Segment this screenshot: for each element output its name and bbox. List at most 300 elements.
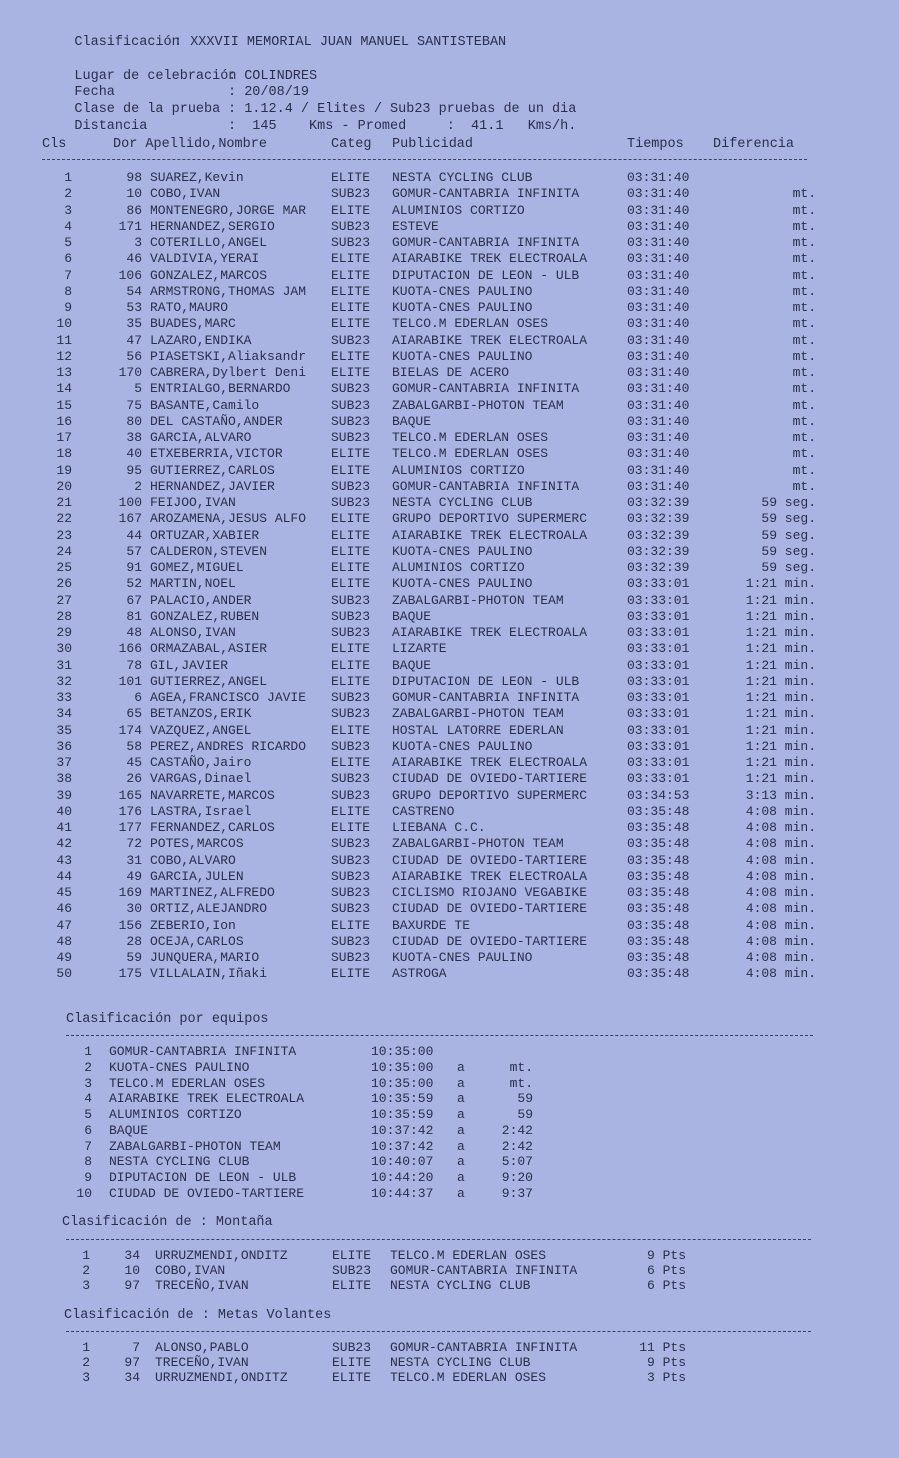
result-row xyxy=(0,723,899,739)
finish-time: 03:35:48 xyxy=(627,950,690,965)
category: ELITE xyxy=(331,803,371,819)
rider-name: CABRERA,Dylbert Deni xyxy=(150,365,307,380)
time-gap: mt. xyxy=(792,397,816,413)
bib-number: 106 xyxy=(118,267,142,283)
finish-time: 03:33:01 xyxy=(627,608,690,624)
rider-name: ALONSO,PABLO xyxy=(155,1340,249,1355)
finish-time: 03:33:01 xyxy=(627,625,690,640)
result-row xyxy=(0,804,899,820)
bib-number: 34 xyxy=(124,1248,140,1263)
category: SUB23 xyxy=(331,478,371,494)
time-gap: mt. xyxy=(792,430,816,445)
time-gap: mt. xyxy=(792,365,816,380)
montana-title: Clasificación de : Montaña xyxy=(62,1215,273,1230)
header-divider xyxy=(42,159,807,160)
rank: 47 xyxy=(56,917,72,933)
bib-number: 44 xyxy=(126,527,142,543)
team-name: NESTA CYCLING CLUB xyxy=(109,1154,250,1170)
finish-time: 03:31:40 xyxy=(627,397,690,413)
finish-time: 03:33:01 xyxy=(627,771,690,787)
category: SUB23 xyxy=(331,381,371,397)
result-row xyxy=(0,219,899,235)
time-gap: mt. xyxy=(792,235,816,250)
distancia-label: Distancia xyxy=(74,119,148,134)
bib-number: 174 xyxy=(118,722,142,738)
team-time: 10:35:59 xyxy=(371,1091,434,1107)
finish-time: 03:35:48 xyxy=(627,820,690,835)
result-row xyxy=(0,641,899,657)
team-name: BAQUE xyxy=(392,608,432,624)
time-gap: mt. xyxy=(792,332,816,348)
rider-name: ORTIZ,ALEJANDRO xyxy=(150,901,268,917)
finish-time: 03:31:40 xyxy=(627,381,690,397)
time-gap: mt. xyxy=(792,267,816,283)
team-name: ZABALGARBI-PHOTON TEAM xyxy=(109,1138,281,1154)
finish-time: 03:31:40 xyxy=(627,332,690,348)
team-name: BIELAS DE ACERO xyxy=(392,365,510,380)
rank: 23 xyxy=(56,527,72,543)
team-name: KUOTA-CNES PAULINO xyxy=(392,950,533,965)
bib-number: 175 xyxy=(118,966,142,982)
finish-time: 03:32:39 xyxy=(627,495,690,510)
rank: 29 xyxy=(56,625,72,640)
rider-name: POTES,MARCOS xyxy=(150,836,244,852)
result-row xyxy=(0,365,899,381)
result-row xyxy=(0,869,899,885)
category: SUB23 xyxy=(331,218,371,234)
bib-number: 156 xyxy=(118,917,142,933)
time-gap: 1:21 min. xyxy=(745,608,816,624)
category: ELITE xyxy=(331,641,371,657)
result-row xyxy=(0,739,899,755)
team-name: GRUPO DEPORTIVO SUPERMERC xyxy=(392,511,588,527)
bib-number: 75 xyxy=(126,397,142,413)
rider-name: LAZARO,ENDIKA xyxy=(150,332,252,348)
finish-time: 03:31:40 xyxy=(627,446,690,462)
team-rank: 3 xyxy=(84,1075,92,1091)
rank: 3 xyxy=(64,202,72,218)
finish-time: 03:35:48 xyxy=(627,933,690,949)
rank: 2 xyxy=(82,1263,90,1278)
team-gap: 59 xyxy=(517,1091,533,1107)
team-name: GOMUR-CANTABRIA INFINITA xyxy=(392,381,580,397)
team-name: AIARABIKE TREK ELECTROALA xyxy=(392,755,588,770)
time-gap: 1:21 min. xyxy=(745,722,816,738)
team-name: AIARABIKE TREK ELECTROALA xyxy=(392,251,588,267)
team-rank: 10 xyxy=(76,1185,92,1201)
bib-number: 81 xyxy=(126,608,142,624)
rank: 1 xyxy=(82,1248,90,1263)
rider-name: GARCIA,JULEN xyxy=(150,868,244,884)
team-rank: 6 xyxy=(84,1122,92,1138)
time-gap: 1:21 min. xyxy=(745,771,816,787)
team-name: NESTA CYCLING CLUB xyxy=(390,1278,531,1293)
team-name: NESTA CYCLING CLUB xyxy=(392,170,533,185)
col-dor-nombre: Dor Apellido,Nombre xyxy=(113,137,267,152)
bib-number: 170 xyxy=(118,365,142,380)
rank: 49 xyxy=(56,950,72,965)
finish-time: 03:34:53 xyxy=(627,787,690,803)
time-gap: 4:08 min. xyxy=(745,933,816,949)
rider-name: GUTIERREZ,ANGEL xyxy=(150,673,268,689)
rider-name: GOMEZ,MIGUEL xyxy=(150,560,244,575)
team-a: a xyxy=(457,1059,465,1075)
time-gap: 1:21 min. xyxy=(745,706,816,722)
team-name: GOMUR-CANTABRIA INFINITA xyxy=(392,235,580,250)
rider-name: ORMAZABAL,ASIER xyxy=(150,641,268,657)
team-name: AIARABIKE TREK ELECTROALA xyxy=(392,625,588,640)
team-name: GOMUR-CANTABRIA INFINITA xyxy=(390,1263,578,1278)
team-name: KUOTA-CNES PAULINO xyxy=(392,576,533,592)
finish-time: 03:35:48 xyxy=(627,901,690,917)
finish-time: 03:31:40 xyxy=(627,300,690,315)
team-gap: 5:07 xyxy=(501,1154,533,1170)
team-row xyxy=(0,1186,899,1202)
rider-name: COBO,ALVARO xyxy=(150,852,236,868)
team-name: GOMUR-CANTABRIA INFINITA xyxy=(390,1340,578,1355)
team-name: BAQUE xyxy=(392,413,432,429)
rank: 12 xyxy=(56,348,72,364)
rider-name: RATO,MAURO xyxy=(150,300,229,315)
rank: 30 xyxy=(56,641,72,657)
category: ELITE xyxy=(331,251,371,267)
rank: 4 xyxy=(64,218,72,234)
rider-name: FERNANDEZ,CARLOS xyxy=(150,820,275,835)
metas-divider xyxy=(66,1331,811,1332)
category: ELITE xyxy=(331,576,371,592)
time-gap: mt. xyxy=(792,462,816,478)
rank: 48 xyxy=(56,933,72,949)
rider-name: GARCIA,ALVARO xyxy=(150,430,252,445)
time-gap: 1:21 min. xyxy=(745,657,816,673)
rank: 24 xyxy=(56,543,72,559)
rank: 16 xyxy=(56,413,72,429)
bib-number: 72 xyxy=(126,836,142,852)
time-gap: 59 seg. xyxy=(761,560,816,575)
team-row xyxy=(0,1044,899,1060)
points: 6 Pts xyxy=(646,1278,686,1293)
finish-time: 03:31:40 xyxy=(627,267,690,283)
rank: 11 xyxy=(56,332,72,348)
points: 6 Pts xyxy=(646,1263,686,1278)
team-a: a xyxy=(457,1185,465,1201)
time-gap: 1:21 min. xyxy=(745,576,816,592)
finish-time: 03:35:48 xyxy=(627,803,690,819)
category: ELITE xyxy=(331,722,371,738)
bib-number: 48 xyxy=(126,625,142,640)
finish-time: 03:33:01 xyxy=(627,576,690,592)
category: SUB23 xyxy=(331,690,371,705)
finish-time: 03:31:40 xyxy=(627,413,690,429)
category: ELITE xyxy=(331,527,371,543)
team-name: KUOTA-CNES PAULINO xyxy=(392,283,533,299)
rider-name: AGEA,FRANCISCO JAVIE xyxy=(150,690,307,705)
time-gap: mt. xyxy=(792,413,816,429)
rider-name: GIL,JAVIER xyxy=(150,657,229,673)
finish-time: 03:33:01 xyxy=(627,722,690,738)
rider-name: SUAREZ,Kevin xyxy=(150,170,244,185)
team-row xyxy=(0,1091,899,1107)
points: 9 Pts xyxy=(646,1355,686,1370)
points: 9 Pts xyxy=(646,1248,686,1263)
rank: 33 xyxy=(56,690,72,705)
rider-name: AROZAMENA,JESUS ALFO xyxy=(150,511,307,527)
rider-name: PEREZ,ANDRES RICARDO xyxy=(150,738,307,754)
result-row xyxy=(0,788,899,804)
team-gap: 9:20 xyxy=(501,1170,533,1185)
result-row xyxy=(0,186,899,202)
finish-time: 03:31:40 xyxy=(627,462,690,478)
rank: 36 xyxy=(56,738,72,754)
rank: 43 xyxy=(56,852,72,868)
time-gap: 1:21 min. xyxy=(745,641,816,657)
team-name: CIUDAD DE OVIEDO-TARTIERE xyxy=(392,901,588,917)
result-row xyxy=(0,284,899,300)
time-gap: mt. xyxy=(792,251,816,267)
team-name: DIPUTACION DE LEON - ULB xyxy=(392,673,580,689)
team-name: KUOTA-CNES PAULINO xyxy=(392,543,533,559)
rank: 5 xyxy=(64,235,72,250)
category: ELITE xyxy=(331,170,371,185)
team-name: BAQUE xyxy=(109,1122,149,1138)
rider-name: ORTUZAR,XABIER xyxy=(150,527,260,543)
finish-time: 03:33:01 xyxy=(627,592,690,608)
team-name: CIUDAD DE OVIEDO-TARTIERE xyxy=(392,933,588,949)
bib-number: 3 xyxy=(134,235,142,250)
time-gap: 3:13 min. xyxy=(745,787,816,803)
rider-name: COBO,IVAN xyxy=(155,1263,226,1278)
finish-time: 03:35:48 xyxy=(627,917,690,933)
finish-time: 03:33:01 xyxy=(627,706,690,722)
team-name: ZABALGARBI-PHOTON TEAM xyxy=(392,592,564,608)
rank: 35 xyxy=(56,722,72,738)
team-a: a xyxy=(457,1091,465,1107)
team-name: ESTEVE xyxy=(392,218,439,234)
team-gap: 59 xyxy=(517,1107,533,1122)
category: SUB23 xyxy=(331,413,371,429)
team-name: TELCO.M EDERLAN OSES xyxy=(390,1370,547,1385)
team-name: CIUDAD DE OVIEDO-TARTIERE xyxy=(109,1185,305,1201)
team-gap: 2:42 xyxy=(501,1122,533,1138)
time-gap: mt. xyxy=(792,218,816,234)
points: 11 Pts xyxy=(639,1340,686,1355)
rank: 25 xyxy=(56,560,72,575)
finish-time: 03:31:40 xyxy=(627,283,690,299)
team-gap: 9:37 xyxy=(501,1185,533,1201)
team-row xyxy=(0,1076,899,1092)
time-gap: 4:08 min. xyxy=(745,901,816,917)
team-time: 10:37:42 xyxy=(371,1138,434,1154)
bib-number: 54 xyxy=(126,283,142,299)
bib-number: 57 xyxy=(126,543,142,559)
team-name: NESTA CYCLING CLUB xyxy=(390,1355,531,1370)
rider-name: OCEJA,CARLOS xyxy=(150,933,244,949)
result-row xyxy=(0,918,899,934)
team-a: a xyxy=(457,1107,465,1122)
rider-name: HERNANDEZ,SERGIO xyxy=(150,218,275,234)
metas-row xyxy=(0,1340,899,1356)
result-row xyxy=(0,446,899,462)
result-row xyxy=(0,609,899,625)
rider-name: URRUZMENDI,ONDITZ xyxy=(155,1248,288,1263)
result-row xyxy=(0,463,899,479)
rider-name: ENTRIALGO,BERNARDO xyxy=(150,381,291,397)
montana-row xyxy=(0,1263,899,1279)
result-row xyxy=(0,966,899,982)
rider-name: JUNQUERA,MARIO xyxy=(150,950,260,965)
clase-value: : 1.12.4 / Elites / Sub23 pruebas de un dia xyxy=(228,102,577,117)
rider-name: TRECEÑO,IVAN xyxy=(155,1355,249,1370)
finish-time: 03:31:40 xyxy=(627,316,690,332)
category: ELITE xyxy=(332,1355,372,1370)
bib-number: 101 xyxy=(118,673,142,689)
team-rank: 1 xyxy=(84,1044,92,1059)
distancia-value: : 145 Kms - Promed : 41.1 Kms/h. xyxy=(228,119,577,134)
team-name: TELCO.M EDERLAN OSES xyxy=(390,1248,547,1263)
team-name: GOMUR-CANTABRIA INFINITA xyxy=(392,478,580,494)
rank: 39 xyxy=(56,787,72,803)
team-row xyxy=(0,1154,899,1170)
result-row xyxy=(0,495,899,511)
result-row xyxy=(0,658,899,674)
team-a: a xyxy=(457,1122,465,1138)
rank: 9 xyxy=(64,300,72,315)
team-name: KUOTA-CNES PAULINO xyxy=(392,348,533,364)
time-gap: 59 seg. xyxy=(761,495,816,510)
rider-name: MARTIN,NOEL xyxy=(150,576,236,592)
team-time: 10:37:42 xyxy=(371,1122,434,1138)
rider-name: ALONSO,IVAN xyxy=(150,625,236,640)
bib-number: 97 xyxy=(124,1355,140,1370)
rank: 37 xyxy=(56,755,72,770)
team-rank: 5 xyxy=(84,1107,92,1122)
rider-name: PALACIO,ANDER xyxy=(150,592,252,608)
time-gap: 1:21 min. xyxy=(745,592,816,608)
rider-name: BASANTE,Camilo xyxy=(150,397,260,413)
category: ELITE xyxy=(331,283,371,299)
rider-name: COBO,IVAN xyxy=(150,186,221,202)
time-gap: 59 seg. xyxy=(761,543,816,559)
finish-time: 03:31:40 xyxy=(627,218,690,234)
rider-name: BETANZOS,ERIK xyxy=(150,706,252,722)
result-row xyxy=(0,381,899,397)
rider-name: MONTENEGRO,JORGE MAR xyxy=(150,202,307,218)
team-name: AIARABIKE TREK ELECTROALA xyxy=(392,868,588,884)
bib-number: 167 xyxy=(118,511,142,527)
result-row xyxy=(0,398,899,414)
time-gap: mt. xyxy=(792,478,816,494)
bib-number: 165 xyxy=(118,787,142,803)
time-gap: 59 seg. xyxy=(761,511,816,527)
team-name: ALUMINIOS CORTIZO xyxy=(392,202,525,218)
team-row xyxy=(0,1123,899,1139)
rank: 32 xyxy=(56,673,72,689)
rank: 41 xyxy=(56,820,72,835)
rider-name: ZEBERIO,Ion xyxy=(150,917,236,933)
bib-number: 67 xyxy=(126,592,142,608)
bib-number: 34 xyxy=(124,1370,140,1385)
rider-name: GUTIERREZ,CARLOS xyxy=(150,462,275,478)
bib-number: 176 xyxy=(118,803,142,819)
time-gap: 1:21 min. xyxy=(745,690,816,705)
bib-number: 95 xyxy=(126,462,142,478)
finish-time: 03:31:40 xyxy=(627,170,690,185)
rider-name: CALDERON,STEVEN xyxy=(150,543,268,559)
team-name: KUOTA-CNES PAULINO xyxy=(392,738,533,754)
team-name: AIARABIKE TREK ELECTROALA xyxy=(392,527,588,543)
finish-time: 03:35:48 xyxy=(627,966,690,982)
bib-number: 169 xyxy=(118,885,142,900)
bib-number: 86 xyxy=(126,202,142,218)
rank: 15 xyxy=(56,397,72,413)
rider-name: COTERILLO,ANGEL xyxy=(150,235,268,250)
rider-name: PIASETSKI,Aliaksandr xyxy=(150,348,307,364)
clasificacion-value: : XXXVII MEMORIAL JUAN MANUEL SANTISTEBAN xyxy=(174,35,507,50)
time-gap: mt. xyxy=(792,348,816,364)
time-gap: mt. xyxy=(792,381,816,397)
rank: 3 xyxy=(82,1278,90,1293)
rank: 44 xyxy=(56,868,72,884)
team-time: 10:44:37 xyxy=(371,1185,434,1201)
category: ELITE xyxy=(332,1248,372,1263)
rider-name: TRECEÑO,IVAN xyxy=(155,1278,249,1293)
time-gap: 1:21 min. xyxy=(745,755,816,770)
rank: 10 xyxy=(56,316,72,332)
category: ELITE xyxy=(331,917,371,933)
rider-name: GONZALEZ,RUBEN xyxy=(150,608,260,624)
team-rank: 2 xyxy=(84,1059,92,1075)
bib-number: 100 xyxy=(118,495,142,510)
team-name: GOMUR-CANTABRIA INFINITA xyxy=(109,1044,297,1059)
team-gap: mt. xyxy=(509,1059,533,1075)
rider-name: VAZQUEZ,ANGEL xyxy=(150,722,252,738)
category: ELITE xyxy=(331,316,371,332)
result-row xyxy=(0,170,899,186)
result-row xyxy=(0,333,899,349)
rank: 2 xyxy=(64,186,72,202)
rider-name: VARGAS,Dinael xyxy=(150,771,252,787)
rider-name: BUADES,MARC xyxy=(150,316,236,332)
team-name: LIEBANA C.C. xyxy=(392,820,486,835)
rider-name: LASTRA,Israel xyxy=(150,803,252,819)
rank: 1 xyxy=(64,170,72,185)
result-row xyxy=(0,528,899,544)
time-gap: mt. xyxy=(792,283,816,299)
category: SUB23 xyxy=(331,950,371,965)
team-time: 10:44:20 xyxy=(371,1170,434,1185)
rank: 27 xyxy=(56,592,72,608)
team-name: KUOTA-CNES PAULINO xyxy=(392,300,533,315)
category: ELITE xyxy=(331,755,371,770)
team-name: HOSTAL LATORRE EDERLAN xyxy=(392,722,564,738)
team-name: CIUDAD DE OVIEDO-TARTIERE xyxy=(392,852,588,868)
team-name: ALUMINIOS CORTIZO xyxy=(392,560,525,575)
category: SUB23 xyxy=(331,868,371,884)
team-name: DIPUTACION DE LEON - ULB xyxy=(392,267,580,283)
category: ELITE xyxy=(331,300,371,315)
finish-time: 03:35:48 xyxy=(627,868,690,884)
rank: 14 xyxy=(56,381,72,397)
lugar-label: Lugar de celebración xyxy=(74,69,237,84)
category: ELITE xyxy=(331,511,371,527)
bib-number: 98 xyxy=(126,170,142,185)
montana-row xyxy=(0,1278,899,1294)
finish-time: 03:32:39 xyxy=(627,527,690,543)
result-row xyxy=(0,511,899,527)
result-row xyxy=(0,203,899,219)
bib-number: 31 xyxy=(126,852,142,868)
time-gap: mt. xyxy=(792,316,816,332)
